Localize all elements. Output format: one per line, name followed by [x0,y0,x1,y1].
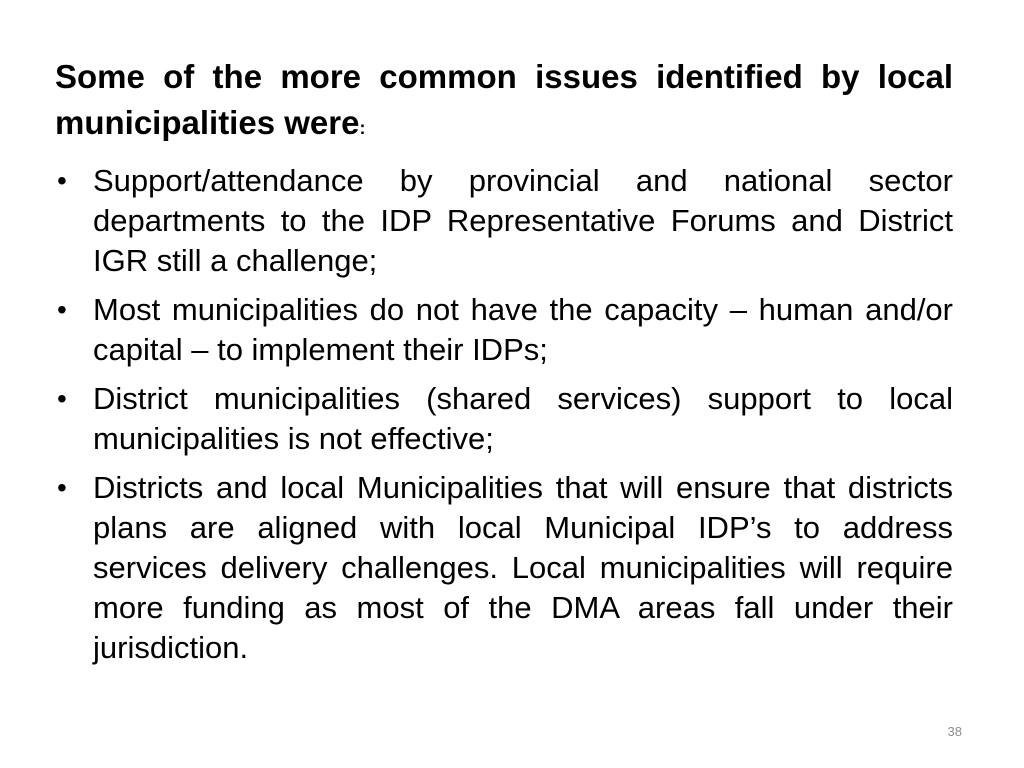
slide-heading-colon: : [359,118,366,138]
bullet-dot-icon: • [57,294,67,325]
bullet-item [55,161,953,281]
bullet-text: Support/attendance by provincial and national sector departments to the IDP Representative Forums and District IGR still a challenge; [93,163,953,278]
slide-content [55,54,953,677]
bullet-text: District municipalities (shared services) support to local municipalities is not effective; [93,381,953,456]
bullet-text: Most municipalities do not have the capacity – human and/or capital – to implement their IDPs; [93,292,953,367]
bullet-item [55,290,953,370]
bullet-text: Districts and local Municipalities that will ensure that districts plans are aligned with local Municipal IDP’s to address services delivery challenges. Local municipalities will require more funding as most of the DMA areas fall under their jurisdiction. [93,470,953,665]
bullet-list [55,161,953,668]
page-number: 38 [947,724,962,739]
slide-heading [55,54,953,151]
bullet-item [55,468,953,668]
bullet-item [55,379,953,459]
bullet-dot-icon: • [57,383,67,414]
slide-heading-text: Some of the more common issues identified by local municipalities were [55,58,953,141]
bullet-dot-icon: • [57,472,67,503]
bullet-dot-icon: • [57,165,67,196]
